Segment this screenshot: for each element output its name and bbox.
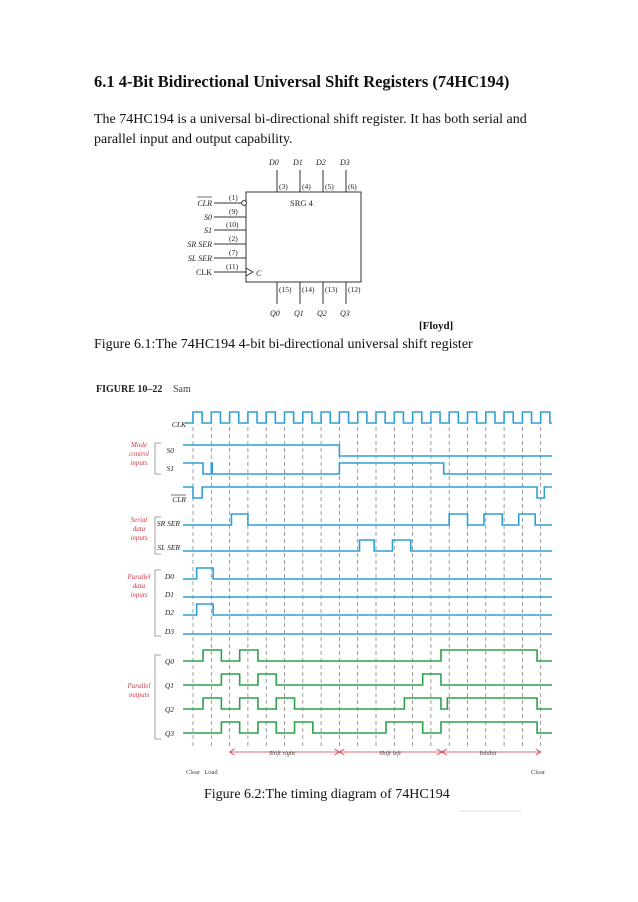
signal-label-s1: S1	[166, 464, 174, 473]
figure-label-cont: Sam	[173, 384, 191, 395]
trace-clr	[183, 487, 552, 498]
pin-15: (15)	[279, 285, 292, 294]
signal-traces	[183, 412, 552, 755]
timing-diagram	[0, 370, 638, 790]
pin-9: (9)	[229, 207, 238, 216]
block-title: SRG 4	[290, 198, 313, 208]
group-label-parallel-in: Parallel data inputs	[127, 573, 151, 599]
input-label-s0: S0	[204, 213, 212, 222]
trace-sl-ser	[183, 540, 552, 551]
pin-12: (12)	[348, 285, 361, 294]
trace-s1	[183, 463, 552, 474]
clock-marker: C	[256, 269, 262, 278]
credit-floyd: [Floyd]	[419, 320, 454, 332]
section-heading: 6.1 4-Bit Bidirectional Universal Shift Registers (74HC194)	[94, 72, 510, 91]
event-label-clear-2: Clear	[530, 769, 546, 776]
input-label-sr-ser: SR SER	[187, 240, 212, 249]
figure-1-caption: Figure 6.1:The 74HC194 4-bit bi-directional universal shift register	[94, 337, 473, 352]
clr-inversion-bubble	[242, 201, 247, 206]
figure-label: FIGURE 10–22	[96, 384, 163, 395]
phase-label-inhibit: Inhibit	[479, 750, 497, 757]
bottom-label-q3: Q3	[340, 309, 350, 318]
input-label-clr: CLR	[197, 199, 212, 208]
bottom-label-q1: Q1	[294, 309, 304, 318]
signal-label-q3: Q3	[164, 729, 174, 738]
signal-label-q2: Q2	[164, 705, 174, 714]
trace-q2	[183, 698, 552, 709]
event-label-clear-1: Clear	[185, 769, 201, 776]
phase-label-shift-right: Shift right	[268, 750, 296, 757]
trace-d0	[183, 568, 552, 579]
trace-q0	[183, 650, 552, 661]
top-label-d2: D2	[316, 158, 326, 167]
top-label-d3: D3	[340, 158, 350, 167]
signal-label-clk: CLK	[171, 420, 186, 429]
clock-gridlines	[193, 427, 541, 748]
pin-10: (10)	[226, 220, 239, 229]
group-label-serial: Serial data inputs	[130, 516, 148, 542]
top-label-d0: D0	[269, 158, 279, 167]
event-label-load: Load	[204, 769, 218, 776]
pin-14: (14)	[302, 285, 315, 294]
pin-13: (13)	[325, 285, 338, 294]
trace-clk	[185, 412, 552, 423]
signal-label-sl-ser: SL SER	[157, 543, 180, 552]
trace-sr-ser	[183, 514, 552, 525]
bottom-label-q0: Q0	[270, 309, 280, 318]
pin-11: (11)	[226, 262, 239, 271]
input-label-s1: S1	[204, 226, 212, 235]
signal-label-q0: Q0	[164, 657, 174, 666]
pin-6: (6)	[348, 182, 357, 191]
pin-3: (3)	[279, 182, 288, 191]
faint-rule	[459, 810, 521, 812]
pin-1: (1)	[229, 193, 238, 202]
bottom-label-q2: Q2	[317, 309, 327, 318]
intro-paragraph: The 74HC194 is a universal bi-directional shift register. It has both serial and parallel input and output capability.	[94, 112, 527, 147]
signal-label-clr: CLR	[172, 495, 186, 504]
group-label-parallel-out: Parallel outputs	[127, 682, 151, 699]
top-label-d1: D1	[293, 158, 303, 167]
phase-label-shift-left: Shift left	[379, 750, 401, 757]
signal-label-d1: D1	[164, 590, 174, 599]
signal-label-d0: D0	[164, 572, 174, 581]
trace-q1	[183, 674, 552, 685]
pin-2: (2)	[229, 234, 238, 243]
pin-4: (4)	[302, 182, 311, 191]
figure-2-caption: Figure 6.2:The timing diagram of 74HC194	[204, 787, 450, 802]
logic-symbol-diagram	[0, 0, 638, 340]
signal-label-d3: D3	[164, 627, 174, 636]
input-label-sl-ser: SL SER	[187, 254, 212, 263]
trace-s0	[183, 445, 552, 456]
group-label-mode: Mode control inputs	[129, 441, 149, 467]
signal-label-sr-ser: SR SER	[156, 519, 180, 528]
trace-q3	[183, 722, 552, 733]
signal-label-q1: Q1	[164, 681, 174, 690]
signal-label-d2: D2	[164, 608, 174, 617]
trace-d2	[183, 604, 552, 615]
input-label-clk: CLK	[196, 268, 212, 277]
pin-7: (7)	[229, 248, 238, 257]
pin-5: (5)	[325, 182, 334, 191]
signal-label-s0: S0	[166, 446, 174, 455]
